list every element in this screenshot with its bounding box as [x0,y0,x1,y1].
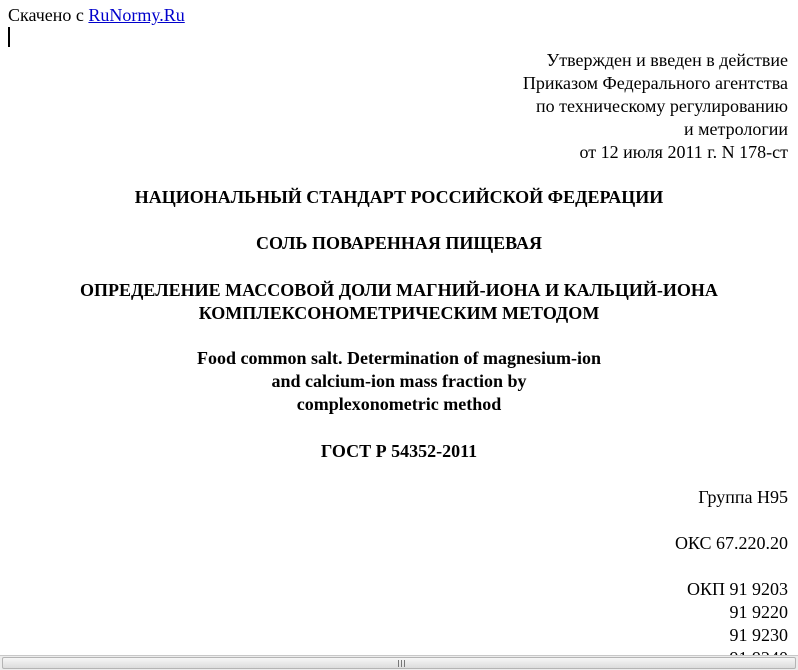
method-heading-line: ОПРЕДЕЛЕНИЕ МАССОВОЙ ДОЛИ МАГНИЙ-ИОНА И КАЛЬЦИЙ-ИОНА [80,280,718,300]
grip-icon [397,660,407,667]
runormy-link[interactable]: RuNormy.Ru [88,5,185,25]
method-heading-line: КОМПЛЕКСОНОМЕТРИЧЕСКИМ МЕТОДОМ [198,303,600,323]
english-title-line: and calcium-ion mass fraction by [271,371,527,391]
source-prefix: Скачено с [8,5,84,25]
okp-line: ОКП 91 9203 [686,579,788,599]
group-code: Группа Н95 [698,487,788,507]
approval-line: и метрологии [684,119,788,139]
english-title-line: complexonometric method [296,394,502,414]
method-heading [0,279,798,325]
national-standard-heading: НАЦИОНАЛЬНЫЙ СТАНДАРТ РОССИЙСКОЙ ФЕДЕРАЦИИ [134,187,664,207]
text-cursor [8,27,10,47]
okp-line: 91 9230 [729,625,788,645]
approval-line: от 12 июля 2011 г. N 178-ст [579,142,788,162]
okp-line: 91 9220 [729,602,788,622]
approval-line: по техническому регулированию [535,96,788,116]
approval-line: Утвержден и введен в действие [546,50,788,70]
english-title-line: Food common salt. Determination of magnesium-ion [197,348,601,368]
horizontal-scrollbar[interactable] [0,655,798,670]
scrollbar-thumb[interactable] [2,657,796,669]
gost-number: ГОСТ Р 54352-2011 [320,441,478,461]
approval-block [523,49,788,164]
source-line [8,4,185,26]
approval-line: Приказом Федерального агентства [522,73,788,93]
product-heading: СОЛЬ ПОВАРЕННАЯ ПИЩЕВАЯ [256,233,542,253]
oks-code: ОКС 67.220.20 [674,533,788,553]
english-title [0,347,798,416]
